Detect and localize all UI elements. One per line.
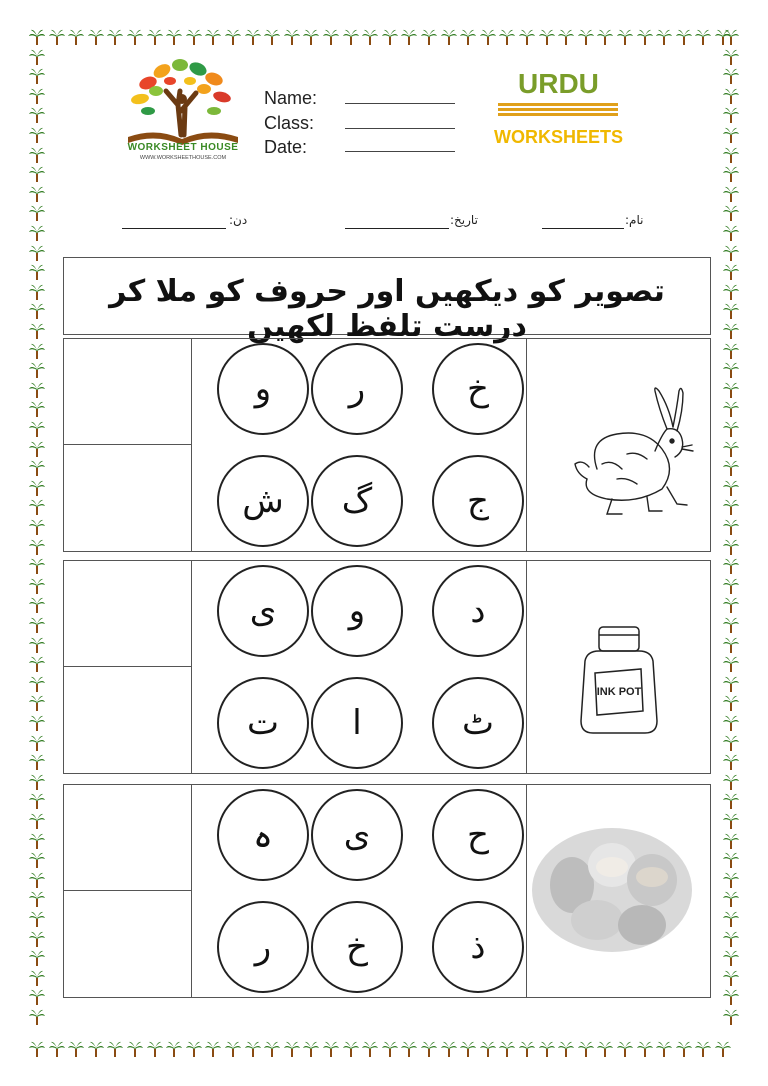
letter-circle[interactable]: گ [311, 455, 403, 547]
palm-tree-icon [28, 244, 48, 262]
palm-tree-icon [420, 28, 438, 48]
palm-tree-icon [224, 28, 242, 48]
class-label: Class: [264, 113, 315, 133]
palm-tree-icon [28, 792, 48, 810]
letter-circle[interactable]: ر [311, 343, 403, 435]
palm-tree-icon [400, 1040, 418, 1060]
palm-tree-icon [440, 28, 458, 48]
palm-border-left [28, 28, 48, 1058]
exercise-section-3 [63, 784, 711, 998]
palm-tree-icon [302, 28, 320, 48]
palm-tree-icon [381, 1040, 399, 1060]
palm-tree-icon [722, 48, 742, 66]
rabbit-image [527, 339, 710, 550]
palm-tree-icon [28, 204, 48, 222]
date-label: Date: [264, 137, 308, 157]
palm-tree-icon [722, 302, 742, 320]
answer-column [64, 339, 192, 551]
date-line[interactable] [345, 151, 455, 152]
palm-tree-icon [126, 1040, 144, 1060]
palm-tree-icon [722, 538, 742, 556]
palm-tree-icon [722, 283, 742, 301]
palm-tree-icon [28, 322, 48, 340]
palm-tree-icon [722, 949, 742, 967]
answer-box-bottom[interactable] [64, 667, 191, 773]
answer-box-top[interactable] [64, 561, 191, 667]
palm-tree-icon [87, 28, 105, 48]
palm-tree-icon [185, 28, 203, 48]
palm-tree-icon [722, 734, 742, 752]
palm-tree-icon [722, 832, 742, 850]
palm-tree-icon [28, 498, 48, 516]
palm-tree-icon [342, 1040, 360, 1060]
palm-tree-icon [28, 459, 48, 477]
palm-tree-icon [538, 28, 556, 48]
palm-tree-icon [722, 322, 742, 340]
palm-tree-icon [722, 616, 742, 634]
palm-tree-icon [722, 126, 742, 144]
palm-tree-icon [722, 577, 742, 595]
palm-tree-icon [28, 988, 48, 1006]
palm-tree-icon [28, 910, 48, 928]
palm-tree-icon [722, 185, 742, 203]
palm-tree-icon [596, 1040, 614, 1060]
ink-pot-label: INK POT [596, 686, 642, 698]
palm-tree-icon [722, 224, 742, 242]
letter-circle[interactable]: ی [217, 565, 309, 657]
palm-tree-icon [722, 871, 742, 889]
palm-tree-icon [722, 773, 742, 791]
urdu-date-line[interactable] [345, 228, 449, 229]
ink-pot-image [527, 561, 710, 772]
palm-border-top [28, 28, 740, 48]
palm-tree-icon [694, 28, 712, 48]
picture-column [526, 561, 709, 773]
letter-circle[interactable]: ذ [432, 901, 524, 993]
palm-tree-icon [722, 263, 742, 281]
palm-tree-icon [28, 694, 48, 712]
palm-tree-icon [722, 753, 742, 771]
letter-circle[interactable]: و [217, 343, 309, 435]
palm-tree-icon [459, 1040, 477, 1060]
name-label: Name: [264, 88, 318, 108]
palm-tree-icon [722, 342, 742, 360]
palm-tree-icon [28, 518, 48, 536]
picture-column [526, 785, 709, 997]
palm-tree-icon [722, 420, 742, 438]
urdu-day-label: دن: [229, 213, 248, 227]
palm-tree-icon [28, 67, 48, 85]
urdu-day-line[interactable] [122, 228, 226, 229]
palm-tree-icon [28, 440, 48, 458]
urdu-name-line[interactable] [542, 228, 624, 229]
palm-tree-icon [28, 969, 48, 987]
palm-tree-icon [28, 420, 48, 438]
palm-tree-icon [722, 890, 742, 908]
palm-tree-icon [722, 1008, 742, 1026]
palm-tree-icon [28, 224, 48, 242]
letter-circle[interactable]: ش [217, 455, 309, 547]
palm-tree-icon [28, 381, 48, 399]
palm-tree-icon [361, 28, 379, 48]
palm-tree-icon [28, 87, 48, 105]
letter-circle[interactable]: خ [311, 901, 403, 993]
palm-tree-icon [244, 28, 262, 48]
palm-tree-icon [244, 1040, 262, 1060]
palm-tree-icon [28, 753, 48, 771]
palm-tree-icon [165, 28, 183, 48]
palm-tree-icon [28, 48, 48, 66]
palm-tree-icon [440, 1040, 458, 1060]
palm-tree-icon [28, 851, 48, 869]
instruction-box [63, 257, 711, 344]
palm-tree-icon [722, 596, 742, 614]
answer-box-bottom[interactable] [64, 445, 191, 551]
palm-tree-icon [185, 1040, 203, 1060]
palm-tree-icon [577, 28, 595, 48]
palm-tree-icon [28, 106, 48, 124]
letter-circle[interactable]: و [311, 565, 403, 657]
letter-circle[interactable]: ح [432, 789, 524, 881]
palm-tree-icon [126, 28, 144, 48]
letter-circle[interactable]: د [432, 565, 524, 657]
palm-tree-icon [694, 1040, 712, 1060]
palm-tree-icon [596, 28, 614, 48]
palm-tree-icon [28, 263, 48, 281]
palm-tree-icon [722, 518, 742, 536]
palm-tree-icon [361, 1040, 379, 1060]
palm-tree-icon [87, 1040, 105, 1060]
palm-tree-icon [28, 283, 48, 301]
palm-tree-icon [498, 1040, 516, 1060]
palm-tree-icon [518, 1040, 536, 1060]
palm-tree-icon [722, 930, 742, 948]
palm-tree-icon [28, 342, 48, 360]
palm-tree-icon [28, 577, 48, 595]
logo-url: WWW.WORKSHEETHOUSE.COM [139, 155, 227, 161]
instruction-text: تصویر کو دیکھیں اور حروف کو ملا کر درست تلفظ لکھیں [109, 274, 665, 344]
palm-tree-icon [655, 28, 673, 48]
palm-tree-icon [322, 1040, 340, 1060]
answer-column [64, 561, 192, 773]
palm-tree-icon [722, 28, 742, 46]
palm-tree-icon [28, 302, 48, 320]
palm-tree-icon [28, 636, 48, 654]
palm-tree-icon [28, 361, 48, 379]
palm-tree-icon [538, 1040, 556, 1060]
palm-tree-icon [636, 28, 654, 48]
palm-tree-icon [722, 792, 742, 810]
palm-tree-icon [722, 851, 742, 869]
grain-sacks-image [527, 785, 710, 996]
palm-tree-icon [263, 1040, 281, 1060]
subject-underline [498, 103, 618, 118]
palm-tree-icon [675, 1040, 693, 1060]
palm-tree-icon [722, 988, 742, 1006]
palm-tree-icon [722, 459, 742, 477]
letter-circle[interactable]: ا [311, 677, 403, 769]
letter-circle[interactable]: خ [432, 343, 524, 435]
palm-tree-icon [28, 832, 48, 850]
palm-tree-icon [722, 440, 742, 458]
palm-tree-icon [28, 773, 48, 791]
palm-tree-icon [722, 969, 742, 987]
palm-tree-icon [28, 812, 48, 830]
letter-circle[interactable]: ج [432, 455, 524, 547]
class-line[interactable] [345, 128, 455, 129]
palm-tree-icon [28, 146, 48, 164]
palm-tree-icon [263, 28, 281, 48]
palm-tree-icon [616, 28, 634, 48]
palm-tree-icon [722, 165, 742, 183]
palm-tree-icon [28, 400, 48, 418]
palm-tree-icon [106, 1040, 124, 1060]
palm-tree-icon [28, 675, 48, 693]
palm-tree-icon [28, 890, 48, 908]
palm-tree-icon [722, 106, 742, 124]
palm-tree-icon [106, 28, 124, 48]
palm-tree-icon [616, 1040, 634, 1060]
palm-tree-icon [302, 1040, 320, 1060]
palm-tree-icon [722, 812, 742, 830]
palm-tree-icon [67, 28, 85, 48]
exercise-section-1 [63, 338, 711, 552]
picture-column [526, 339, 709, 551]
palm-tree-icon [224, 1040, 242, 1060]
palm-tree-icon [722, 910, 742, 928]
letter-circle[interactable]: ر [217, 901, 309, 993]
palm-tree-icon [28, 28, 48, 46]
exercise-section-2 [63, 560, 711, 774]
palm-tree-icon [28, 596, 48, 614]
palm-tree-icon [722, 636, 742, 654]
name-line[interactable] [345, 103, 455, 104]
palm-tree-icon [28, 538, 48, 556]
palm-tree-icon [28, 616, 48, 634]
palm-tree-icon [722, 479, 742, 497]
palm-tree-icon [322, 28, 340, 48]
palm-tree-icon [28, 185, 48, 203]
palm-tree-icon [48, 1040, 66, 1060]
palm-tree-icon [636, 1040, 654, 1060]
palm-tree-icon [459, 28, 477, 48]
answer-column [64, 785, 192, 997]
palm-tree-icon [722, 400, 742, 418]
palm-tree-icon [400, 28, 418, 48]
palm-tree-icon [146, 28, 164, 48]
palm-tree-icon [557, 28, 575, 48]
palm-tree-icon [204, 28, 222, 48]
logo-text: WORKSHEET HOUSE [127, 142, 239, 153]
urdu-date-label: تاریخ: [450, 213, 478, 227]
palm-tree-icon [722, 146, 742, 164]
letter-circle[interactable]: ت [217, 677, 309, 769]
palm-tree-icon [722, 655, 742, 673]
palm-tree-icon [28, 557, 48, 575]
palm-tree-icon [722, 361, 742, 379]
palm-tree-icon [342, 28, 360, 48]
letter-circle[interactable]: ہ [217, 789, 309, 881]
palm-tree-icon [722, 67, 742, 85]
palm-tree-icon [28, 930, 48, 948]
palm-tree-icon [479, 28, 497, 48]
palm-tree-icon [498, 28, 516, 48]
palm-tree-icon [283, 1040, 301, 1060]
answer-box-top[interactable] [64, 339, 191, 445]
palm-tree-icon [204, 1040, 222, 1060]
letter-circle[interactable]: ی [311, 789, 403, 881]
urdu-name-label: نام: [625, 213, 644, 227]
palm-tree-icon [165, 1040, 183, 1060]
answer-box-top[interactable] [64, 785, 191, 891]
palm-tree-icon [722, 204, 742, 222]
palm-tree-icon [28, 871, 48, 889]
palm-tree-icon [479, 1040, 497, 1060]
palm-border-right [722, 28, 742, 1058]
palm-tree-icon [28, 165, 48, 183]
palm-tree-icon [722, 381, 742, 399]
palm-tree-icon [28, 655, 48, 673]
palm-tree-icon [28, 1008, 48, 1026]
palm-tree-icon [722, 498, 742, 516]
palm-tree-icon [722, 694, 742, 712]
palm-tree-icon [420, 1040, 438, 1060]
palm-border-bottom [28, 1040, 740, 1060]
palm-tree-icon [67, 1040, 85, 1060]
palm-tree-icon [577, 1040, 595, 1060]
palm-tree-icon [557, 1040, 575, 1060]
palm-tree-icon [28, 734, 48, 752]
letter-circle[interactable]: ٹ [432, 677, 524, 769]
palm-tree-icon [48, 28, 66, 48]
palm-tree-icon [722, 675, 742, 693]
palm-tree-icon [146, 1040, 164, 1060]
palm-tree-icon [722, 557, 742, 575]
subject-subtitle: WORKSHEETS [494, 127, 624, 147]
subject-title: URDU [518, 68, 599, 99]
palm-tree-icon [722, 714, 742, 732]
palm-tree-icon [722, 244, 742, 262]
palm-tree-icon [675, 28, 693, 48]
palm-tree-icon [381, 28, 399, 48]
palm-tree-icon [655, 1040, 673, 1060]
palm-tree-icon [283, 28, 301, 48]
palm-tree-icon [28, 479, 48, 497]
answer-box-bottom[interactable] [64, 891, 191, 997]
palm-tree-icon [28, 126, 48, 144]
palm-tree-icon [28, 949, 48, 967]
palm-tree-icon [28, 714, 48, 732]
palm-tree-icon [518, 28, 536, 48]
palm-tree-icon [722, 87, 742, 105]
